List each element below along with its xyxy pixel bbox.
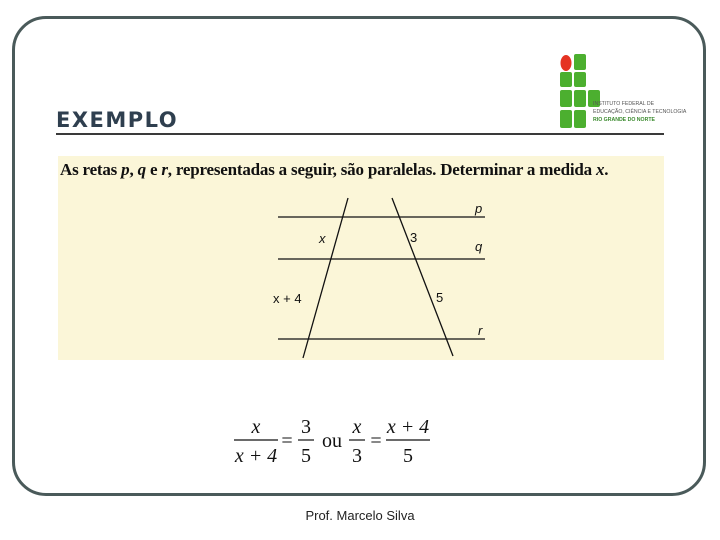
label-x: x bbox=[319, 231, 326, 246]
label-r: r bbox=[478, 323, 483, 338]
transversal-right bbox=[392, 198, 453, 356]
label-3: 3 bbox=[410, 230, 418, 245]
label-p: p bbox=[475, 201, 483, 216]
title-divider bbox=[56, 133, 664, 135]
label-5: 5 bbox=[436, 290, 444, 305]
logo-text-line-2: EDUCAÇÃO, CIÊNCIA E TECNOLOGIA bbox=[593, 109, 687, 115]
problem-box bbox=[58, 156, 664, 360]
statement-var-x: x bbox=[595, 160, 605, 179]
logo-red-circle bbox=[561, 55, 572, 71]
formula-connector: ou bbox=[322, 430, 342, 452]
statement-part: As retas bbox=[60, 160, 122, 179]
formula-den-2: 5 bbox=[301, 445, 311, 467]
formula-num-1: x bbox=[251, 416, 261, 438]
footer-author: Prof. Marcelo Silva bbox=[305, 508, 415, 523]
formula-den-4: 5 bbox=[403, 445, 413, 467]
formula-den-3: 3 bbox=[352, 445, 362, 467]
formula-num-4: x + 4 bbox=[386, 416, 430, 438]
label-x-plus-4: x + 4 bbox=[273, 291, 302, 306]
logo-text bbox=[593, 100, 686, 124]
slide-title: EXEMPLO bbox=[56, 108, 179, 132]
formula-equals-1: = bbox=[281, 430, 293, 452]
statement-part: , representadas a seguir, são paralelas. Determinar a medida bbox=[167, 160, 596, 179]
statement-part: e bbox=[145, 160, 162, 179]
proportion-formula bbox=[224, 412, 444, 472]
formula-equals-2: = bbox=[370, 430, 382, 452]
parallel-lines-figure bbox=[58, 156, 664, 360]
label-q: q bbox=[475, 239, 483, 254]
transversal-left bbox=[303, 198, 348, 358]
logo-text-line-1: INSTITUTO FEDERAL DE bbox=[593, 101, 655, 107]
formula-den-1: x + 4 bbox=[234, 445, 278, 467]
statement-part: . bbox=[604, 160, 609, 179]
statement-var-p: p bbox=[121, 160, 130, 179]
statement-var-r: r bbox=[161, 160, 168, 179]
logo-text-line-3: RIO GRANDE DO NORTE bbox=[593, 117, 655, 123]
statement-var-q: q bbox=[137, 160, 146, 179]
formula-num-3: x bbox=[352, 416, 362, 438]
statement-part: , bbox=[129, 160, 138, 179]
formula-num-2: 3 bbox=[301, 416, 311, 438]
